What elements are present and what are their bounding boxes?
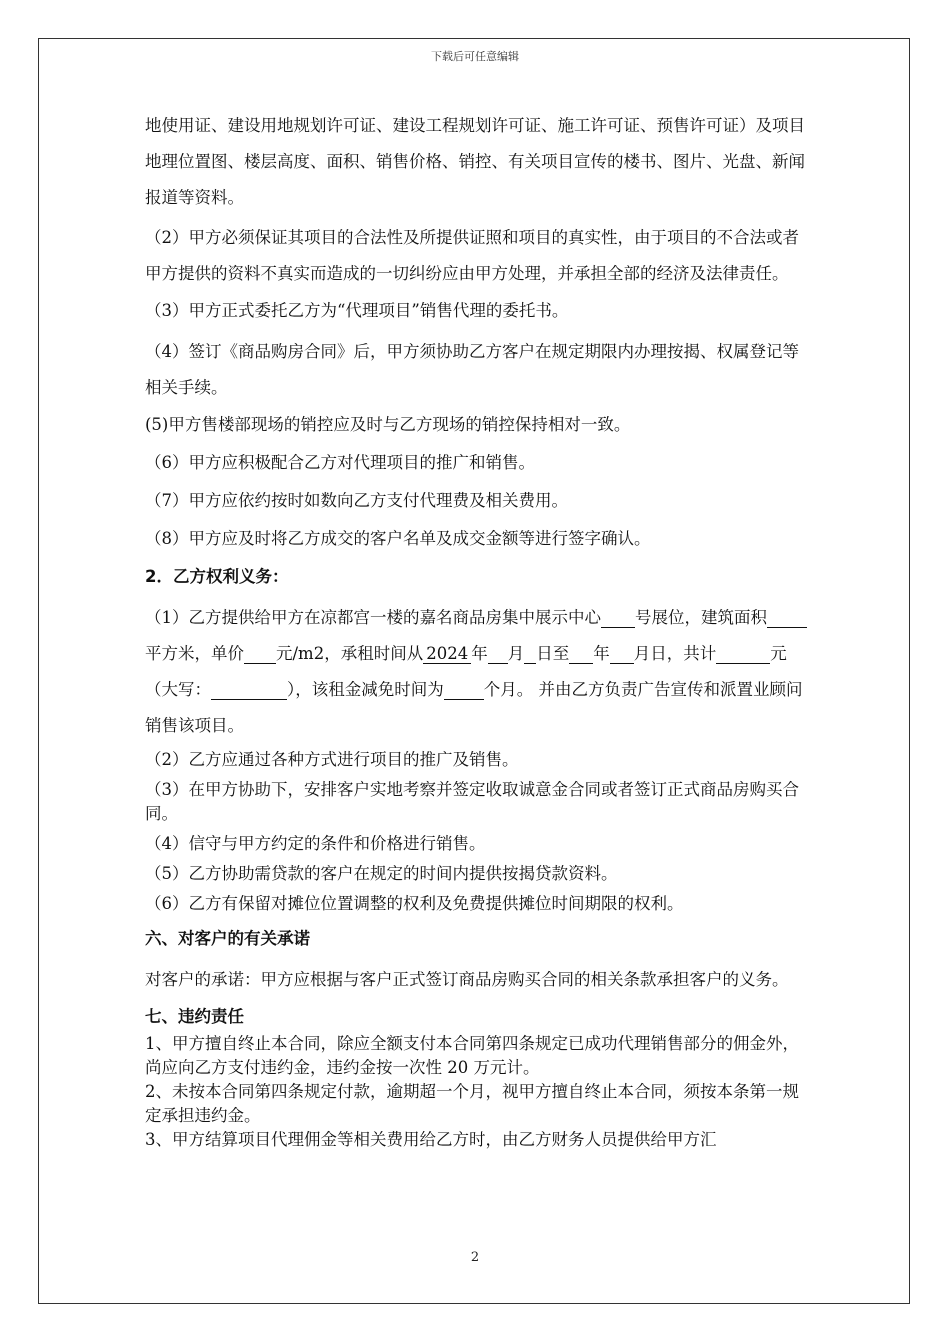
- blank-unit-price: [244, 645, 276, 664]
- b1-text-1: （1）乙方提供给甲方在凉都宫一楼的嘉名商品房集中展示中心: [145, 608, 601, 627]
- party-a-item-8: （8）甲方应及时将乙方成交的客户名单及成交金额等进行签字确认。: [145, 529, 651, 548]
- party-a-item-4: （4）签订《商品购房合同》后，甲方须协助乙方客户在规定期限内办理按揭、权属登记等相关手续。: [145, 342, 799, 397]
- blank-start-day: [524, 645, 536, 664]
- blank-end-year: [569, 645, 593, 664]
- b1-text-2: 号展位，建筑面积: [635, 608, 767, 627]
- b1-text-4: 元/m2，承租时间从: [276, 644, 424, 663]
- b1-text-8: 年: [593, 644, 610, 663]
- paragraph-section-6: 对客户的承诺：甲方应根据与客户正式签订商品房购买合同的相关条款承担客户的义务。: [145, 970, 789, 989]
- blank-end-month: [610, 645, 634, 664]
- page-number: 2: [470, 1250, 480, 1265]
- b1-text-3: 平方米，单价: [145, 644, 244, 663]
- party-a-item-2: （2）甲方必须保证其项目的合法性及所提供证照和项目的真实性，由于项目的不合法或者甲方提供的资料不真实而造成的一切纠纷应由甲方处理，并承担全部的经济及法律责任。: [145, 228, 799, 283]
- b1-text-9: 月日，共计: [633, 644, 717, 663]
- heading-section-6: 六、对客户的有关承诺: [145, 929, 310, 948]
- b1-text-12: 个月。 并由乙方负责广告宣传和派置业顾问销售该项目。: [145, 680, 803, 735]
- b1-text-10: 元（大写：: [145, 644, 787, 699]
- b1-text-5: 年: [471, 644, 488, 663]
- blank-total: [716, 645, 770, 664]
- blank-area: [767, 609, 807, 628]
- blank-start-month: [488, 645, 508, 664]
- paragraph-intro: 地使用证、建设用地规划许可证、建设工程规划许可证、施工许可证、预售许可证）及项目地理位置图、楼层高度、面积、销售价格、销控、有关项目宣传的楼书、图片、光盘、新闻报道等资料。: [145, 116, 805, 207]
- party-b-item-5: （5）乙方协助需贷款的客户在规定的时间内提供按揭贷款资料。: [145, 864, 618, 883]
- party-a-item-6: （6）甲方应积极配合乙方对代理项目的推广和销售。: [145, 453, 535, 472]
- blank-total-in-words: [211, 681, 287, 700]
- lease-start-year: 2024: [423, 645, 471, 664]
- header-note: 下载后可任意编辑: [431, 50, 519, 63]
- heading-section-7: 七、违约责任: [145, 1007, 244, 1026]
- party-b-item-3: （3）在甲方协助下，安排客户实地考察并签定收取诚意金合同或者签订正式商品房购买合同。: [145, 780, 799, 823]
- b1-text-6: 月: [507, 644, 525, 663]
- party-b-item-2: （2）乙方应通过各种方式进行项目的推广及销售。: [145, 750, 519, 769]
- party-a-item-3: （3）甲方正式委托乙方为“代理项目”销售代理的委托书。: [145, 301, 569, 320]
- b1-text-7: 日至: [536, 644, 570, 663]
- document-body: [145, 108, 810, 1152]
- party-a-item-7: （7）甲方应依约按时如数向乙方支付代理费及相关费用。: [145, 491, 568, 510]
- party-b-item-6: （6）乙方有保留对摊位位置调整的权利及免费提供摊位时间期限的权利。: [145, 894, 684, 913]
- heading-party-b: 2．乙方权利义务：: [145, 567, 289, 586]
- section-7-item-2: 2、未按本合同第四条规定付款，逾期超一个月，视甲方擅自终止本合同，须按本条第一规定承担违约金。: [145, 1082, 799, 1125]
- party-a-item-5: (5)甲方售楼部现场的销控应及时与乙方现场的销控保持相对一致。: [145, 415, 631, 434]
- section-7-item-3: 3、甲方结算项目代理佣金等相关费用给乙方时，由乙方财务人员提供给甲方汇: [145, 1130, 717, 1149]
- blank-waiver-months: [444, 681, 484, 700]
- section-7-item-1: 1、甲方擅自终止本合同，除应全额支付本合同第四条规定已成功代理销售部分的佣金外，尚应向乙方支付违约金，违约金按一次性 20 万元计。: [145, 1034, 799, 1077]
- party-b-item-4: （4）信守与甲方约定的条件和价格进行销售。: [145, 834, 486, 853]
- party-b-item-1: [145, 600, 810, 744]
- b1-text-11: ），该租金减免时间为: [287, 680, 444, 699]
- blank-booth-number: [601, 609, 635, 628]
